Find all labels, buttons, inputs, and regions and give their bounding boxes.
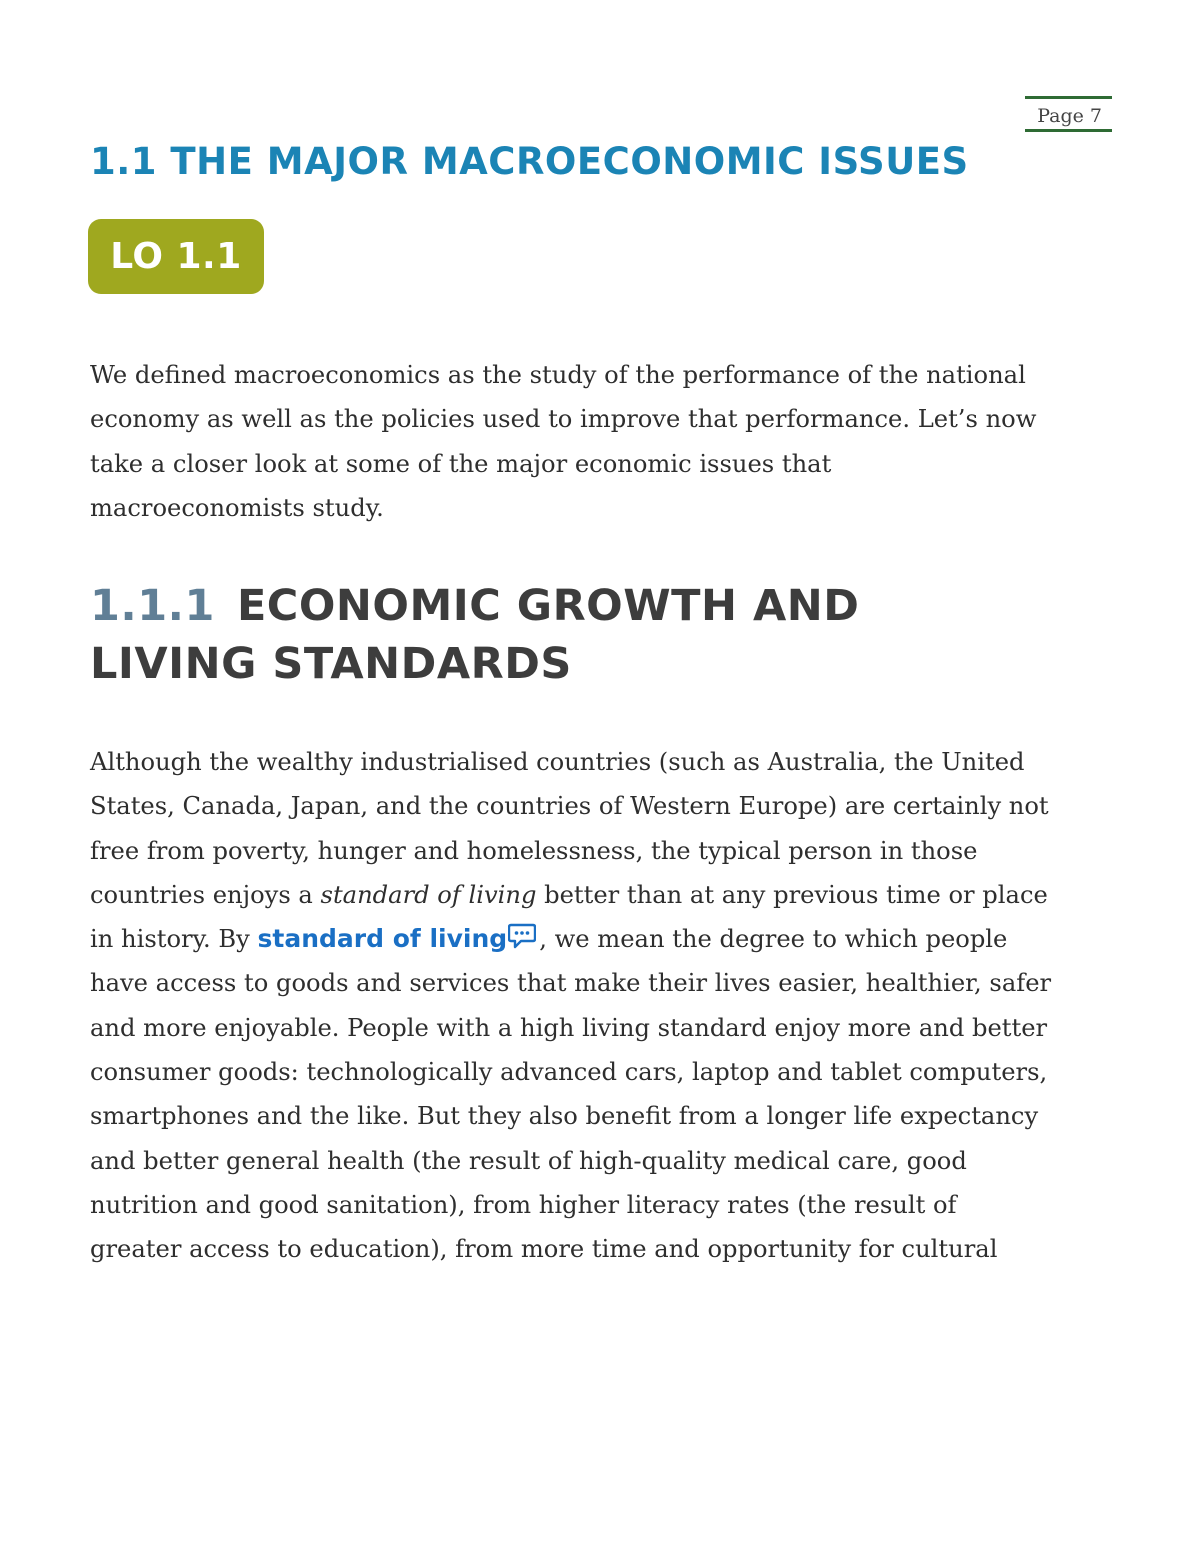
body-line [90,873,1130,917]
speech-bubble-icon[interactable] [508,923,536,949]
subsection-title-text: ECONOMIC GROWTH AND [236,581,860,631]
body-line: smartphones and the like. But they also benefit from a longer life expectancy [90,1102,1039,1131]
subsection-number: 1.1.1 [90,581,215,631]
body-line: free from poverty, hunger and homelessness, the typical person in those [90,836,978,865]
subsection-title [90,577,859,693]
intro-line: economy as well as the policies used to improve that performance. Let’s now [90,405,1037,434]
body-line: and more enjoyable. People with a high living standard enjoy more and better [90,1013,1048,1042]
body-line: States, Canada, Japan, and the countries of Western Europe) are certainly not [90,792,1049,821]
glossary-key-term-link[interactable]: standard of living [257,924,508,954]
body-text: in history. By [90,925,258,954]
learning-objective-badge [88,219,264,294]
body-line: and better general health (the result of high-quality medical care, good [90,1146,967,1175]
intro-paragraph [90,353,1130,530]
page-number-box [1025,96,1112,132]
body-text: countries enjoys a [90,880,321,909]
body-text: , we mean the degree to which people [539,925,1008,954]
learning-objective-label: LO 1.1 [110,236,242,277]
body-text: better than at any previous time or place [536,880,1048,909]
body-line [90,917,1130,961]
subsection-title-line: LIVING STANDARDS [90,639,572,689]
section-title: 1.1 THE MAJOR MACROECONOMIC ISSUES [90,140,969,183]
body-paragraph [90,740,1130,1272]
body-line: greater access to education), from more time and opportunity for cultural [90,1235,998,1264]
intro-line: We defined macroeconomics as the study of the performance of the national [90,361,1026,389]
page-number: Page 7 [1037,105,1102,127]
emphasized-term: standard of living [320,880,537,909]
body-line: have access to goods and services that make their lives easier, healthier, safer [90,969,1052,998]
subsection-title-line [90,577,859,635]
body-line: consumer goods: technologically advanced cars, laptop and tablet computers, [90,1058,1048,1087]
intro-line: take a closer look at some of the major economic issues that [90,449,832,478]
body-line: Although the wealthy industrialised countries (such as Australia, the United [90,748,1025,776]
intro-line: macroeconomists study. [90,493,384,522]
body-line: nutrition and good sanitation), from higher literacy rates (the result of [90,1190,957,1219]
